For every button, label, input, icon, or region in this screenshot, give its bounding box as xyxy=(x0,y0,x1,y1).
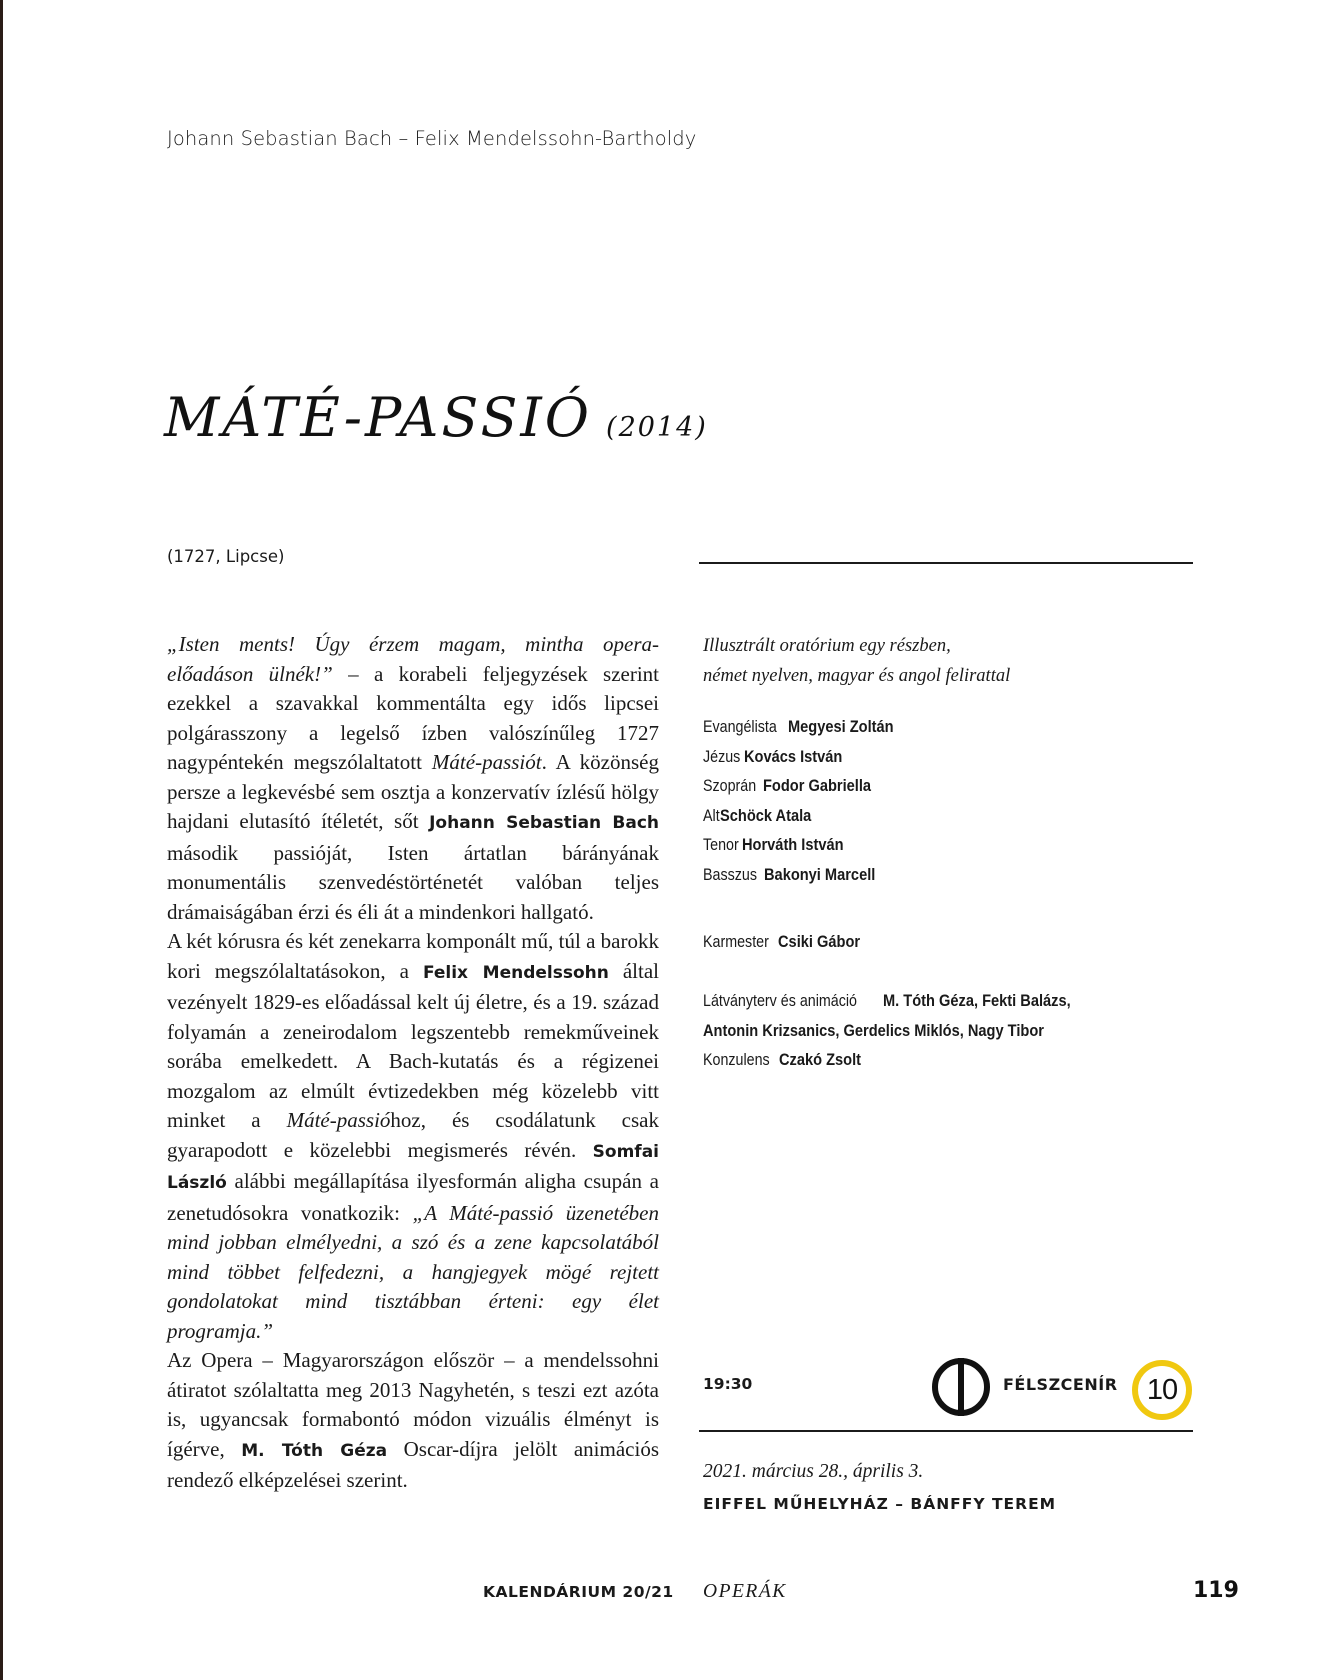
name-highlight: Felix Mendelssohn xyxy=(422,962,609,983)
text-run: Az Opera – Magyarországon először – a mendelssohni átiratot szólaltatta meg 2013 Nagyhetén, s teszi ezt azóta is, ugyancsak formabontó módon vizuális élményt is ígérve, xyxy=(167,1348,659,1461)
text-run: által vezényelt 1829-es előadással kelt új életre, és a 19. század folyamán a zeneirodalom legszentebb remekműveinek sorába emelkedett. A Bach-kutatás és a régizenei mozgalom az elmúlt évtizedekben még közelebb vitt minket a xyxy=(167,958,659,1132)
performer-name: Bakonyi Marcell xyxy=(763,864,876,884)
title-text: MÁTÉ-PASSIÓ xyxy=(164,386,593,449)
cast-row xyxy=(703,712,910,742)
role-label: Evangélista xyxy=(703,717,777,736)
performer-name: Antonin Krizsanics, Gerdelics Miklós, Nagy Tibor xyxy=(703,1020,1044,1040)
role-label: Karmester xyxy=(703,932,769,951)
work-title xyxy=(164,386,708,449)
production-info-line-2: német nyelven, magyar és angol felirattal xyxy=(703,665,1011,686)
role-label: Tenor xyxy=(703,835,739,854)
production-info xyxy=(703,632,1010,691)
text-run: Oscar-díjra jelölt animációs rendező elképzelései szerint. xyxy=(167,1436,659,1492)
text-run: A két kórusra és két zenekarra komponált mű, túl a barokk kori megszólaltatásokon, a xyxy=(167,929,659,983)
name-highlight: Johann Sebastian Bach xyxy=(429,813,659,833)
cast-row xyxy=(703,830,910,860)
premiere-origin: (1727, Lipcse) xyxy=(167,547,285,566)
start-time: 19:30 xyxy=(703,1375,753,1393)
production-info-line-1: Illusztrált oratórium egy részben, xyxy=(703,636,951,656)
creative-credits xyxy=(703,986,1101,1075)
role-label: Konzulens xyxy=(703,1050,770,1069)
performer-name: Fodor Gabriella xyxy=(763,776,872,795)
age-rating-badge: 10 xyxy=(1132,1360,1192,1420)
cast-row xyxy=(703,801,910,831)
cast-row xyxy=(703,986,1101,1016)
performer-name: Horváth István xyxy=(742,835,844,854)
divider-bottom xyxy=(699,1430,1193,1432)
name-highlight: Somfai László xyxy=(167,1141,659,1193)
role-label: Jézus xyxy=(703,746,741,766)
page-number: 119 xyxy=(1193,1578,1239,1603)
body-paragraph xyxy=(167,1346,659,1496)
cast-row xyxy=(703,771,910,801)
performer-name: Megyesi Zoltán xyxy=(787,717,894,736)
text-run: alábbi megállapítása ilyesformán aligha csupán a zenetudósokra vonatkozik: xyxy=(167,1169,659,1225)
conductor-credit xyxy=(703,927,874,957)
cast-row xyxy=(703,742,910,772)
role-label: Alt xyxy=(703,805,720,825)
body-paragraph xyxy=(167,630,659,927)
role-label: Basszus xyxy=(703,864,757,884)
role-label: Látványterv és animáció xyxy=(703,991,857,1010)
performer-name: Czakó Zsolt xyxy=(779,1050,862,1069)
cast-row xyxy=(703,1016,1101,1046)
cast-row xyxy=(703,1045,1101,1075)
italic-run: Máté-passió xyxy=(286,1108,391,1132)
genre-label: FÉLSZCENÍR xyxy=(1003,1375,1118,1394)
performer-name: Schöck Atala xyxy=(719,805,811,825)
performer-name: Kovács István xyxy=(744,746,843,766)
name-highlight: M. Tóth Géza xyxy=(241,1440,388,1461)
body-text xyxy=(167,630,659,1496)
venue: EIFFEL MŰHELYHÁZ – BÁNFFY TEREM xyxy=(703,1495,1057,1513)
performer-name: M. Tóth Géza, Fekti Balázs, xyxy=(883,991,1071,1010)
opera-logo-icon xyxy=(931,1357,991,1417)
composers-line: Johann Sebastian Bach – Felix Mendelssohn-Bartholdy xyxy=(167,127,697,150)
italic-run: „A Máté-passió üzenetében mind jobban elmélyedni, a szó és a zene kapcsolatából mind többet felfedezni, a hangjegyek mögé rejtett gondolatokat mind tisztábban érteni: egy élet programja.” xyxy=(167,1200,659,1343)
page-edge xyxy=(0,0,3,1680)
performer-name: Csiki Gábor xyxy=(778,932,861,951)
role-label: Szoprán xyxy=(703,776,757,795)
text-run: . A közönség persze a legkevésbé sem osztja a konzervatív ízlésű hölgy hajdani elutasító ítéletét, sőt xyxy=(167,750,659,833)
text-run: hoz, és csodálatunk csak gyarapodott e közelebbi megismerés révén. xyxy=(167,1108,659,1162)
text-run: – a korabeli feljegyzések szerint ezekkel a szavakkal kommentálta egy idős lipcsei polgárasszony a legelső ízben valószínűleg 1727 nagypéntekén megszólaltatott xyxy=(167,661,659,774)
italic-run: „Isten ments! Úgy érzem magam, mintha opera-előadáson ülnék!” xyxy=(167,632,659,686)
body-paragraph xyxy=(167,927,659,1346)
footer-publication: KALENDÁRIUM 20/21 xyxy=(483,1583,674,1601)
cast-row xyxy=(703,927,874,957)
cast-row xyxy=(703,860,910,890)
text-run: második passióját, Isten ártatlan bárányának monumentális szenvedéstörténetét valóban teljes drámaiságában érzi és éli át a mindenkori hallgató. xyxy=(167,840,659,924)
performance-dates: 2021. március 28., április 3. xyxy=(703,1461,924,1482)
divider-top xyxy=(699,562,1193,564)
cast-list xyxy=(703,712,910,889)
production-year: (2014) xyxy=(606,412,708,443)
footer-section: OPERÁK xyxy=(703,1581,787,1602)
italic-run: Máté-passiót xyxy=(431,750,542,774)
